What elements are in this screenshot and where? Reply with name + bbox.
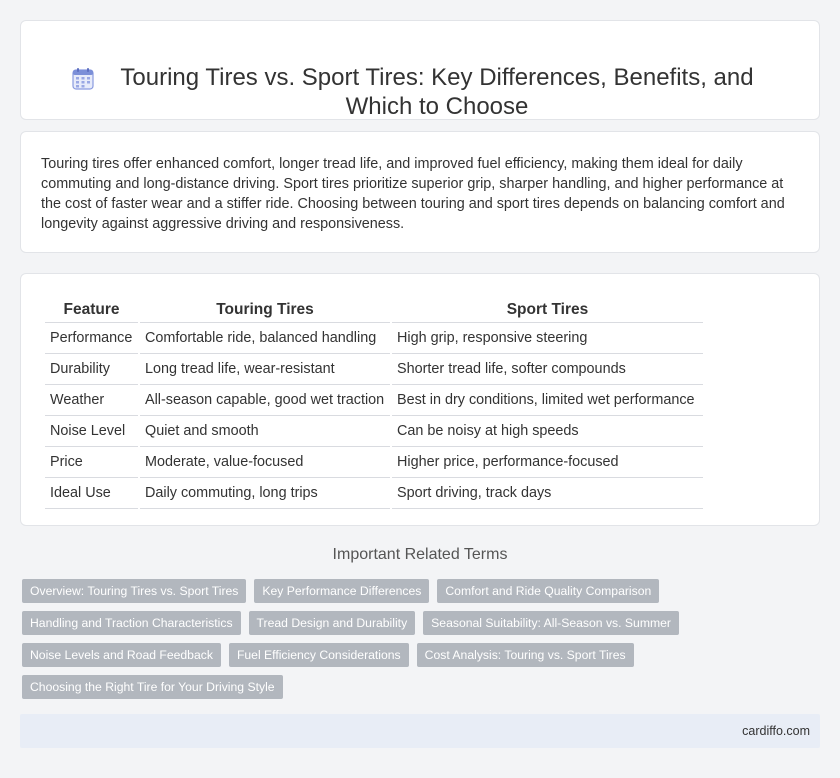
cell-sport: Best in dry conditions, limited wet performance bbox=[392, 385, 703, 416]
cell-touring: Moderate, value-focused bbox=[140, 447, 390, 478]
related-term-chip[interactable]: Fuel Efficiency Considerations bbox=[229, 643, 409, 667]
cell-feature: Weather bbox=[45, 385, 138, 416]
related-term-chip[interactable]: Overview: Touring Tires vs. Sport Tires bbox=[22, 579, 246, 603]
related-term-chip[interactable]: Noise Levels and Road Feedback bbox=[22, 643, 221, 667]
table-row bbox=[45, 447, 703, 478]
comparison-table-card bbox=[20, 273, 820, 526]
related-term-chip[interactable]: Key Performance Differences bbox=[254, 579, 429, 603]
cell-sport: Sport driving, track days bbox=[392, 478, 703, 509]
header-sport: Sport Tires bbox=[392, 294, 703, 323]
footer-site-link[interactable]: cardiffo.com bbox=[742, 724, 810, 738]
intro-paragraph: Touring tires offer enhanced comfort, longer tread life, and improved fuel efficiency, making them ideal for daily commuting and long-distance driving. Sport tires prioritize superior grip, sharper handling, and higher performance at the cost of faster wear and a stiffer ride. Choosing between touring and sport tires depends on balancing comfort and longevity against aggressive driving and responsiveness. bbox=[41, 156, 785, 232]
cell-sport: Shorter tread life, softer compounds bbox=[392, 354, 703, 385]
header-feature: Feature bbox=[45, 294, 138, 323]
calendar-icon bbox=[71, 67, 95, 91]
cell-touring: Comfortable ride, balanced handling bbox=[140, 323, 390, 354]
cell-feature: Price bbox=[45, 447, 138, 478]
header-touring: Touring Tires bbox=[140, 294, 390, 323]
related-term-chip[interactable]: Cost Analysis: Touring vs. Sport Tires bbox=[417, 643, 634, 667]
table-header-row bbox=[45, 294, 703, 323]
table-row bbox=[45, 354, 703, 385]
table-row bbox=[45, 416, 703, 447]
footer bbox=[20, 714, 820, 748]
cell-sport: Higher price, performance-focused bbox=[392, 447, 703, 478]
related-terms-list bbox=[22, 579, 682, 699]
related-term-chip[interactable]: Seasonal Suitability: All-Season vs. Summer bbox=[423, 611, 679, 635]
cell-feature: Durability bbox=[45, 354, 138, 385]
page-title: Touring Tires vs. Sport Tires: Key Differences, Benefits, and Which to Choose bbox=[120, 64, 754, 120]
related-term-chip[interactable]: Tread Design and Durability bbox=[249, 611, 416, 635]
related-term-chip[interactable]: Handling and Traction Characteristics bbox=[22, 611, 241, 635]
cell-touring: Quiet and smooth bbox=[140, 416, 390, 447]
cell-touring: Long tread life, wear-resistant bbox=[140, 354, 390, 385]
table-row bbox=[45, 323, 703, 354]
cell-touring: All-season capable, good wet traction bbox=[140, 385, 390, 416]
related-terms-heading: Important Related Terms bbox=[332, 546, 508, 563]
cell-touring: Daily commuting, long trips bbox=[140, 478, 390, 509]
related-term-chip[interactable]: Comfort and Ride Quality Comparison bbox=[437, 579, 659, 603]
intro-card bbox=[20, 131, 820, 253]
table-row bbox=[45, 385, 703, 416]
cell-feature: Ideal Use bbox=[45, 478, 138, 509]
related-term-chip[interactable]: Choosing the Right Tire for Your Driving Style bbox=[22, 675, 283, 699]
table-row bbox=[45, 478, 703, 509]
cell-feature: Noise Level bbox=[45, 416, 138, 447]
cell-sport: High grip, responsive steering bbox=[392, 323, 703, 354]
cell-sport: Can be noisy at high speeds bbox=[392, 416, 703, 447]
cell-feature: Performance bbox=[45, 323, 138, 354]
title-card bbox=[20, 20, 820, 120]
comparison-table bbox=[43, 294, 705, 509]
